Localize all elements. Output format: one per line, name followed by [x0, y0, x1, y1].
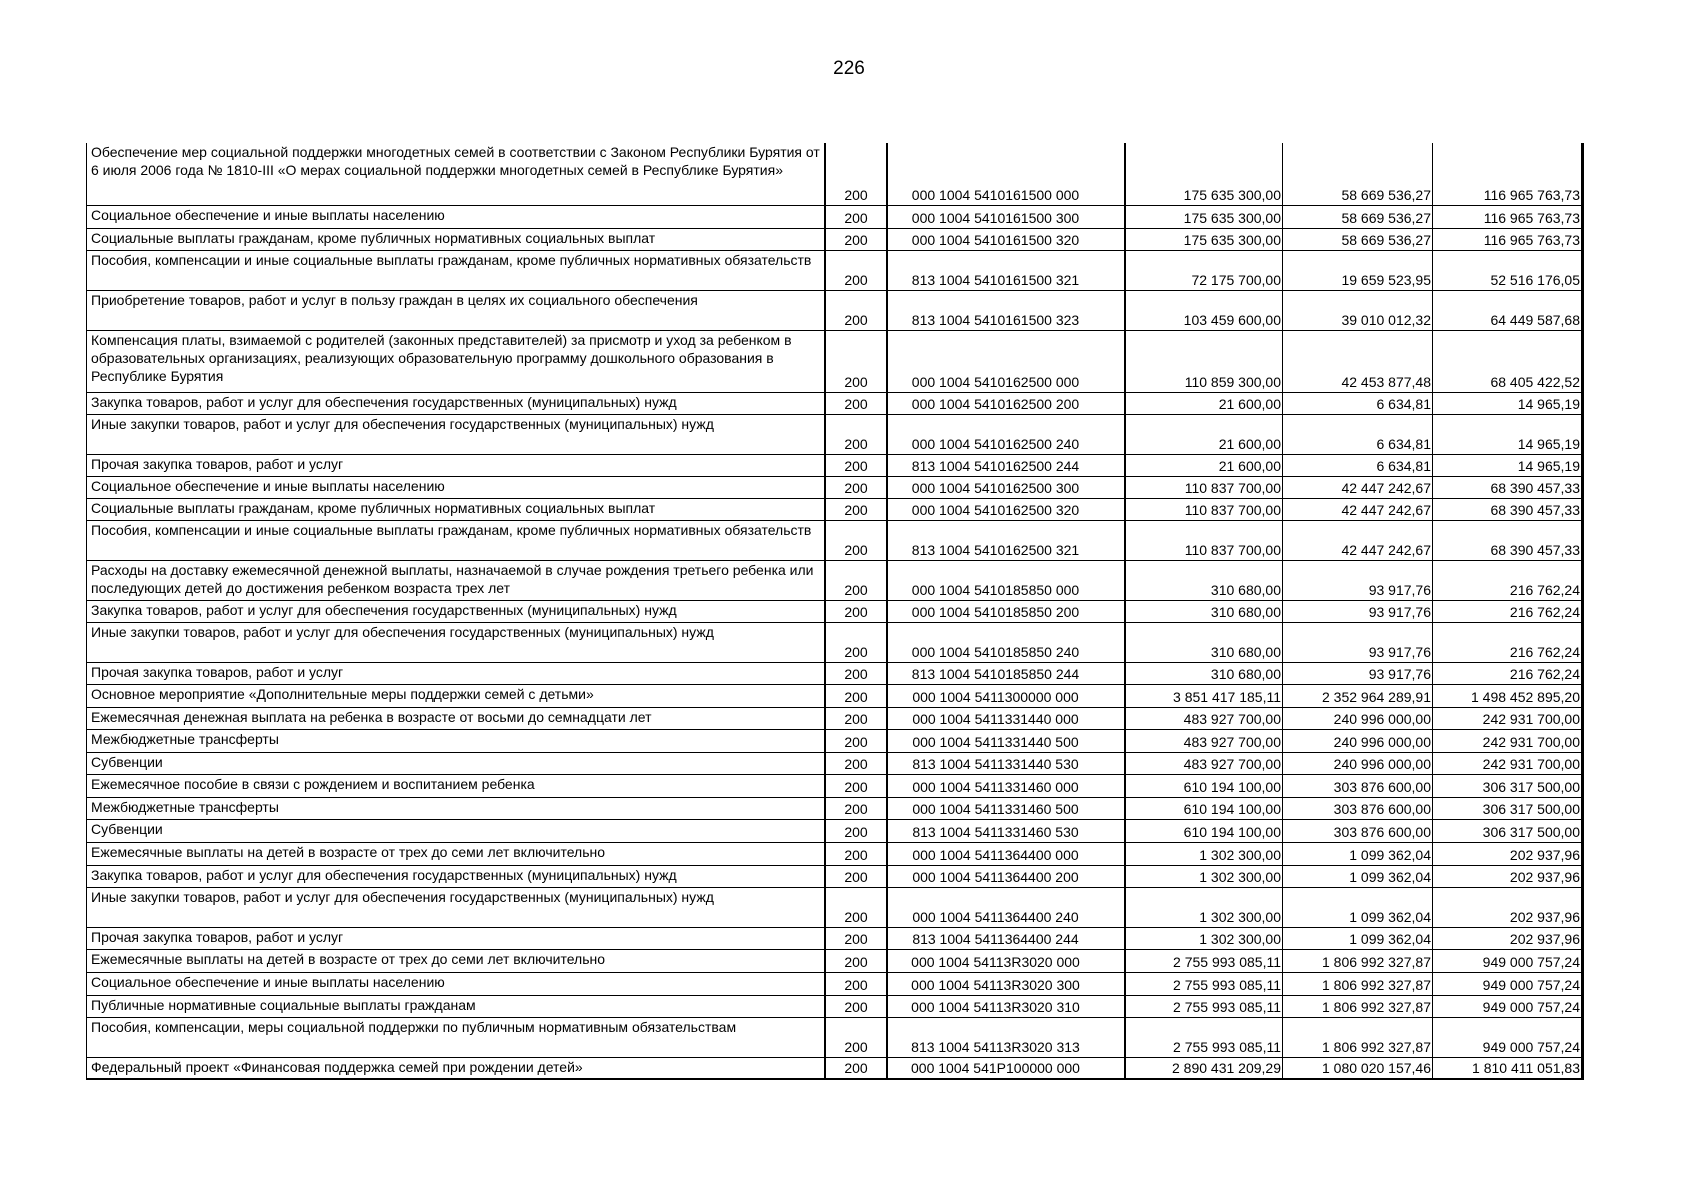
- row-executed-cell: 42 453 877,48: [1283, 330, 1433, 392]
- row-approved-cell: 2 755 993 085,11: [1125, 1017, 1283, 1057]
- row-name-cell: Социальные выплаты гражданам, кроме публичных нормативных социальных выплат: [87, 498, 825, 520]
- row-budget-code-cell: 000 1004 5411300000 000: [887, 684, 1125, 707]
- row-approved-cell: 1 302 300,00: [1125, 842, 1283, 865]
- row-budget-code-cell: 000 1004 541P100000 000: [887, 1057, 1125, 1079]
- row-line-code-cell: 200: [825, 865, 887, 887]
- row-executed-cell: 1 099 362,04: [1283, 927, 1433, 949]
- row-executed-cell: 93 917,76: [1283, 622, 1433, 662]
- row-approved-cell: 21 600,00: [1125, 392, 1283, 414]
- row-approved-cell: 110 837 700,00: [1125, 476, 1283, 498]
- row-executed-cell: 1 806 992 327,87: [1283, 1017, 1433, 1057]
- row-name-cell: Ежемесячные выплаты на детей в возрасте от трех до семи лет включительно: [87, 949, 825, 972]
- row-budget-code-cell: 000 1004 5411364400 200: [887, 865, 1125, 887]
- row-approved-cell: 483 927 700,00: [1125, 752, 1283, 774]
- row-unexecuted-cell: 242 931 700,00: [1433, 729, 1583, 752]
- page-number: 226: [833, 58, 865, 79]
- row-executed-cell: 93 917,76: [1283, 600, 1433, 622]
- row-approved-cell: 610 194 100,00: [1125, 774, 1283, 797]
- row-approved-cell: 483 927 700,00: [1125, 707, 1283, 729]
- row-executed-cell: 240 996 000,00: [1283, 707, 1433, 729]
- row-line-code-cell: 200: [825, 250, 887, 290]
- row-budget-code-cell: 000 1004 5410162500 000: [887, 330, 1125, 392]
- row-unexecuted-cell: 202 937,96: [1433, 842, 1583, 865]
- table-row: [87, 622, 1583, 662]
- row-line-code-cell: 200: [825, 729, 887, 752]
- table-row: [87, 995, 1583, 1017]
- row-budget-code-cell: 000 1004 5411331460 000: [887, 774, 1125, 797]
- row-executed-cell: 1 080 020 157,46: [1283, 1057, 1433, 1079]
- row-name-cell: Прочая закупка товаров, работ и услуг: [87, 454, 825, 476]
- table-row: [87, 290, 1583, 330]
- row-approved-cell: 110 859 300,00: [1125, 330, 1283, 392]
- row-unexecuted-cell: 116 965 763,73: [1433, 228, 1583, 250]
- row-name-cell: Социальные выплаты гражданам, кроме публичных нормативных социальных выплат: [87, 228, 825, 250]
- row-budget-code-cell: 000 1004 5410162500 240: [887, 414, 1125, 454]
- row-budget-code-cell: 813 1004 5410162500 244: [887, 454, 1125, 476]
- row-budget-code-cell: 000 1004 5410161500 300: [887, 205, 1125, 228]
- row-unexecuted-cell: 64 449 587,68: [1433, 290, 1583, 330]
- row-unexecuted-cell: 216 762,24: [1433, 600, 1583, 622]
- row-budget-code-cell: 000 1004 5411364400 000: [887, 842, 1125, 865]
- row-name-cell: Пособия, компенсации и иные социальные выплаты гражданам, кроме публичных нормативных обязательств: [87, 250, 825, 290]
- row-name-cell: Социальное обеспечение и иные выплаты населению: [87, 205, 825, 228]
- row-budget-code-cell: 000 1004 5410162500 200: [887, 392, 1125, 414]
- table-row: [87, 819, 1583, 842]
- row-line-code-cell: 200: [825, 228, 887, 250]
- row-approved-cell: 175 635 300,00: [1125, 205, 1283, 228]
- table-row: [87, 972, 1583, 995]
- row-line-code-cell: 200: [825, 949, 887, 972]
- row-approved-cell: 610 194 100,00: [1125, 819, 1283, 842]
- row-approved-cell: 2 755 993 085,11: [1125, 949, 1283, 972]
- row-budget-code-cell: 813 1004 5410162500 321: [887, 520, 1125, 560]
- row-line-code-cell: 200: [825, 414, 887, 454]
- row-unexecuted-cell: 949 000 757,24: [1433, 949, 1583, 972]
- row-budget-code-cell: 000 1004 5410185850 240: [887, 622, 1125, 662]
- row-budget-code-cell: 813 1004 5411364400 244: [887, 927, 1125, 949]
- row-unexecuted-cell: 202 937,96: [1433, 927, 1583, 949]
- table-row: [87, 949, 1583, 972]
- row-name-cell: Межбюджетные трансферты: [87, 797, 825, 819]
- row-unexecuted-cell: 216 762,24: [1433, 662, 1583, 684]
- row-budget-code-cell: 813 1004 5410161500 321: [887, 250, 1125, 290]
- row-unexecuted-cell: 202 937,96: [1433, 865, 1583, 887]
- row-name-cell: Публичные нормативные социальные выплаты гражданам: [87, 995, 825, 1017]
- table-row: [87, 774, 1583, 797]
- table-row: [87, 707, 1583, 729]
- row-budget-code-cell: 000 1004 5411331440 500: [887, 729, 1125, 752]
- row-line-code-cell: 200: [825, 600, 887, 622]
- row-budget-code-cell: 000 1004 54113R3020 310: [887, 995, 1125, 1017]
- row-executed-cell: 58 669 536,27: [1283, 205, 1433, 228]
- row-name-cell: Иные закупки товаров, работ и услуг для обеспечения государственных (муниципальных) нужд: [87, 622, 825, 662]
- row-executed-cell: 240 996 000,00: [1283, 752, 1433, 774]
- row-budget-code-cell: 000 1004 5410185850 200: [887, 600, 1125, 622]
- row-line-code-cell: 200: [825, 205, 887, 228]
- row-name-cell: Пособия, компенсации, меры социальной поддержки по публичным нормативным обязательствам: [87, 1017, 825, 1057]
- row-executed-cell: 6 634,81: [1283, 454, 1433, 476]
- row-name-cell: Ежемесячное пособие в связи с рождением и воспитанием ребенка: [87, 774, 825, 797]
- row-executed-cell: 93 917,76: [1283, 560, 1433, 600]
- row-approved-cell: 21 600,00: [1125, 414, 1283, 454]
- row-unexecuted-cell: 14 965,19: [1433, 414, 1583, 454]
- row-approved-cell: 483 927 700,00: [1125, 729, 1283, 752]
- row-name-cell: Субвенции: [87, 752, 825, 774]
- row-unexecuted-cell: 202 937,96: [1433, 887, 1583, 927]
- row-name-cell: Расходы на доставку ежемесячной денежной выплаты, назначаемой в случае рождения третьего ребенка или последующих детей до достижения ребенком возраста трех лет: [87, 560, 825, 600]
- row-budget-code-cell: 813 1004 5410185850 244: [887, 662, 1125, 684]
- table-row: [87, 729, 1583, 752]
- row-name-cell: Прочая закупка товаров, работ и услуг: [87, 927, 825, 949]
- row-line-code-cell: 200: [825, 454, 887, 476]
- row-unexecuted-cell: 68 390 457,33: [1433, 520, 1583, 560]
- row-approved-cell: 103 459 600,00: [1125, 290, 1283, 330]
- row-line-code-cell: 200: [825, 927, 887, 949]
- row-line-code-cell: 200: [825, 1057, 887, 1079]
- row-name-cell: Социальное обеспечение и иные выплаты населению: [87, 476, 825, 498]
- table-row: [87, 143, 1583, 205]
- row-budget-code-cell: 000 1004 5411331440 000: [887, 707, 1125, 729]
- row-approved-cell: 1 302 300,00: [1125, 865, 1283, 887]
- row-budget-code-cell: 000 1004 5410185850 000: [887, 560, 1125, 600]
- row-name-cell: Обеспечение мер социальной поддержки многодетных семей в соответствии с Законом Республики Бурятия от 6 июля 2006 года № 1810-III «О мерах социальной поддержки многодетных семей в Республике Бурятия»: [87, 143, 825, 205]
- row-unexecuted-cell: 216 762,24: [1433, 622, 1583, 662]
- row-line-code-cell: 200: [825, 290, 887, 330]
- row-executed-cell: 1 806 992 327,87: [1283, 972, 1433, 995]
- table-row: [87, 392, 1583, 414]
- row-executed-cell: 6 634,81: [1283, 392, 1433, 414]
- row-line-code-cell: 200: [825, 774, 887, 797]
- row-budget-code-cell: 000 1004 5410161500 000: [887, 143, 1125, 205]
- row-name-cell: Компенсация платы, взимаемой с родителей (законных представителей) за присмотр и уход за ребенком в образовательных организациях, реализующих образовательную программу дошкольного образования в Республике Бурятия: [87, 330, 825, 392]
- table-row: [87, 865, 1583, 887]
- row-approved-cell: 310 680,00: [1125, 600, 1283, 622]
- row-name-cell: Межбюджетные трансферты: [87, 729, 825, 752]
- row-name-cell: Закупка товаров, работ и услуг для обеспечения государственных (муниципальных) нужд: [87, 865, 825, 887]
- row-line-code-cell: 200: [825, 330, 887, 392]
- row-unexecuted-cell: 116 965 763,73: [1433, 143, 1583, 205]
- row-executed-cell: 303 876 600,00: [1283, 774, 1433, 797]
- row-budget-code-cell: 813 1004 5410161500 323: [887, 290, 1125, 330]
- row-name-cell: Ежемесячная денежная выплата на ребенка в возрасте от восьми до семнадцати лет: [87, 707, 825, 729]
- row-unexecuted-cell: 949 000 757,24: [1433, 1017, 1583, 1057]
- row-line-code-cell: 200: [825, 887, 887, 927]
- row-approved-cell: 1 302 300,00: [1125, 927, 1283, 949]
- row-line-code-cell: 200: [825, 392, 887, 414]
- row-line-code-cell: 200: [825, 143, 887, 205]
- row-approved-cell: 3 851 417 185,11: [1125, 684, 1283, 707]
- table-row: [87, 684, 1583, 707]
- row-line-code-cell: 200: [825, 707, 887, 729]
- row-budget-code-cell: 000 1004 5411331460 500: [887, 797, 1125, 819]
- row-unexecuted-cell: 68 405 422,52: [1433, 330, 1583, 392]
- row-approved-cell: 175 635 300,00: [1125, 143, 1283, 205]
- row-unexecuted-cell: 116 965 763,73: [1433, 205, 1583, 228]
- row-executed-cell: 6 634,81: [1283, 414, 1433, 454]
- table-row: [87, 887, 1583, 927]
- table-row: [87, 498, 1583, 520]
- row-executed-cell: 240 996 000,00: [1283, 729, 1433, 752]
- row-unexecuted-cell: 242 931 700,00: [1433, 707, 1583, 729]
- row-approved-cell: 310 680,00: [1125, 560, 1283, 600]
- row-line-code-cell: 200: [825, 560, 887, 600]
- row-budget-code-cell: 000 1004 54113R3020 000: [887, 949, 1125, 972]
- row-name-cell: Закупка товаров, работ и услуг для обеспечения государственных (муниципальных) нужд: [87, 600, 825, 622]
- row-unexecuted-cell: 52 516 176,05: [1433, 250, 1583, 290]
- row-unexecuted-cell: 68 390 457,33: [1433, 498, 1583, 520]
- row-unexecuted-cell: 949 000 757,24: [1433, 972, 1583, 995]
- row-budget-code-cell: 813 1004 54113R3020 313: [887, 1017, 1125, 1057]
- row-budget-code-cell: 000 1004 5410162500 300: [887, 476, 1125, 498]
- row-executed-cell: 42 447 242,67: [1283, 498, 1433, 520]
- row-unexecuted-cell: 68 390 457,33: [1433, 476, 1583, 498]
- row-unexecuted-cell: 14 965,19: [1433, 454, 1583, 476]
- row-approved-cell: 2 890 431 209,29: [1125, 1057, 1283, 1079]
- row-unexecuted-cell: 1 810 411 051,83: [1433, 1057, 1583, 1079]
- row-line-code-cell: 200: [825, 972, 887, 995]
- row-name-cell: Федеральный проект «Финансовая поддержка семей при рождении детей»: [87, 1057, 825, 1079]
- row-approved-cell: 21 600,00: [1125, 454, 1283, 476]
- row-name-cell: Прочая закупка товаров, работ и услуг: [87, 662, 825, 684]
- row-unexecuted-cell: 306 317 500,00: [1433, 774, 1583, 797]
- table-row: [87, 228, 1583, 250]
- row-approved-cell: 1 302 300,00: [1125, 887, 1283, 927]
- row-line-code-cell: 200: [825, 819, 887, 842]
- row-line-code-cell: 200: [825, 476, 887, 498]
- table-row: [87, 454, 1583, 476]
- table-row: [87, 250, 1583, 290]
- row-name-cell: Иные закупки товаров, работ и услуг для обеспечения государственных (муниципальных) нужд: [87, 414, 825, 454]
- row-name-cell: Субвенции: [87, 819, 825, 842]
- table-row: [87, 414, 1583, 454]
- row-line-code-cell: 200: [825, 662, 887, 684]
- row-executed-cell: 93 917,76: [1283, 662, 1433, 684]
- row-name-cell: Закупка товаров, работ и услуг для обеспечения государственных (муниципальных) нужд: [87, 392, 825, 414]
- row-name-cell: Иные закупки товаров, работ и услуг для обеспечения государственных (муниципальных) нужд: [87, 887, 825, 927]
- row-executed-cell: 1 099 362,04: [1283, 842, 1433, 865]
- row-approved-cell: 2 755 993 085,11: [1125, 972, 1283, 995]
- row-executed-cell: 303 876 600,00: [1283, 797, 1433, 819]
- row-line-code-cell: 200: [825, 797, 887, 819]
- row-executed-cell: 1 806 992 327,87: [1283, 949, 1433, 972]
- table-row: [87, 600, 1583, 622]
- row-executed-cell: 303 876 600,00: [1283, 819, 1433, 842]
- row-executed-cell: 58 669 536,27: [1283, 228, 1433, 250]
- row-line-code-cell: 200: [825, 1017, 887, 1057]
- row-line-code-cell: 200: [825, 995, 887, 1017]
- row-approved-cell: 175 635 300,00: [1125, 228, 1283, 250]
- budget-execution-table: [86, 143, 1584, 1080]
- table-row: [87, 797, 1583, 819]
- row-executed-cell: 1 099 362,04: [1283, 865, 1433, 887]
- row-executed-cell: 19 659 523,95: [1283, 250, 1433, 290]
- row-line-code-cell: 200: [825, 622, 887, 662]
- row-name-cell: Социальное обеспечение и иные выплаты населению: [87, 972, 825, 995]
- row-unexecuted-cell: 306 317 500,00: [1433, 819, 1583, 842]
- table-row: [87, 662, 1583, 684]
- row-executed-cell: 1 099 362,04: [1283, 887, 1433, 927]
- row-budget-code-cell: 000 1004 5410161500 320: [887, 228, 1125, 250]
- table-row: [87, 476, 1583, 498]
- row-line-code-cell: 200: [825, 520, 887, 560]
- row-approved-cell: 2 755 993 085,11: [1125, 995, 1283, 1017]
- row-executed-cell: 42 447 242,67: [1283, 520, 1433, 560]
- row-unexecuted-cell: 216 762,24: [1433, 560, 1583, 600]
- row-approved-cell: 110 837 700,00: [1125, 498, 1283, 520]
- table-row: [87, 1017, 1583, 1057]
- table-row: [87, 560, 1583, 600]
- row-budget-code-cell: 000 1004 5410162500 320: [887, 498, 1125, 520]
- table-row: [87, 927, 1583, 949]
- row-executed-cell: 1 806 992 327,87: [1283, 995, 1433, 1017]
- table-row: [87, 520, 1583, 560]
- table-row: [87, 752, 1583, 774]
- row-line-code-cell: 200: [825, 498, 887, 520]
- row-unexecuted-cell: 949 000 757,24: [1433, 995, 1583, 1017]
- table-row: [87, 205, 1583, 228]
- row-budget-code-cell: 000 1004 5411364400 240: [887, 887, 1125, 927]
- row-unexecuted-cell: 242 931 700,00: [1433, 752, 1583, 774]
- row-budget-code-cell: 813 1004 5411331440 530: [887, 752, 1125, 774]
- row-name-cell: Основное мероприятие «Дополнительные меры поддержки семей с детьми»: [87, 684, 825, 707]
- row-approved-cell: 110 837 700,00: [1125, 520, 1283, 560]
- row-approved-cell: 310 680,00: [1125, 622, 1283, 662]
- row-line-code-cell: 200: [825, 752, 887, 774]
- row-approved-cell: 310 680,00: [1125, 662, 1283, 684]
- row-executed-cell: 2 352 964 289,91: [1283, 684, 1433, 707]
- row-unexecuted-cell: 1 498 452 895,20: [1433, 684, 1583, 707]
- row-name-cell: Ежемесячные выплаты на детей в возрасте от трех до семи лет включительно: [87, 842, 825, 865]
- table-row: [87, 330, 1583, 392]
- row-name-cell: Приобретение товаров, работ и услуг в пользу граждан в целях их социального обеспечения: [87, 290, 825, 330]
- row-approved-cell: 72 175 700,00: [1125, 250, 1283, 290]
- row-unexecuted-cell: 306 317 500,00: [1433, 797, 1583, 819]
- row-executed-cell: 58 669 536,27: [1283, 143, 1433, 205]
- row-budget-code-cell: 813 1004 5411331460 530: [887, 819, 1125, 842]
- row-executed-cell: 39 010 012,32: [1283, 290, 1433, 330]
- row-unexecuted-cell: 14 965,19: [1433, 392, 1583, 414]
- table-row: [87, 1057, 1583, 1079]
- row-line-code-cell: 200: [825, 684, 887, 707]
- row-approved-cell: 610 194 100,00: [1125, 797, 1283, 819]
- row-executed-cell: 42 447 242,67: [1283, 476, 1433, 498]
- row-name-cell: Пособия, компенсации и иные социальные выплаты гражданам, кроме публичных нормативных обязательств: [87, 520, 825, 560]
- row-budget-code-cell: 000 1004 54113R3020 300: [887, 972, 1125, 995]
- row-line-code-cell: 200: [825, 842, 887, 865]
- table-row: [87, 842, 1583, 865]
